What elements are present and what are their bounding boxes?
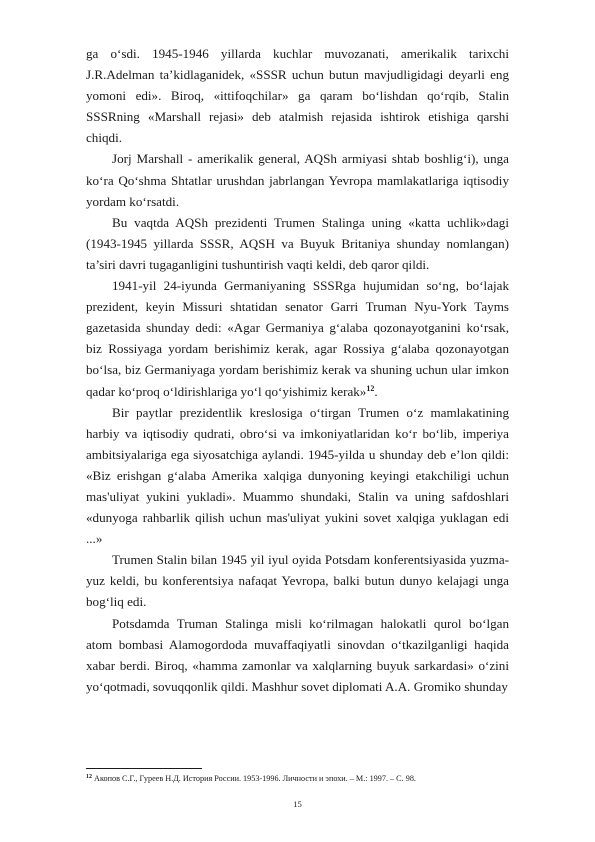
- paragraph-with-footnote: [86, 275, 509, 402]
- paragraph-end: .: [374, 383, 378, 399]
- footnote: [86, 773, 509, 784]
- page-body: [86, 43, 509, 697]
- paragraph: Bir paytlar prezidentlik kreslosiga o‘tirgan Trumen o‘z mamlakatining harbiy va iqtisodiy qudrati, obro‘si va imkoniyatlaridan ko‘r bo‘lib, imperiya ambitsiyalariga ega siyosatchiga aylandi. 1945-yilda u shunday deb e’lon qildi: «Biz erishgan g‘alaba Amerika xalqiga dunyoning keyingi etakchiligi uchun mas'uliyat yukini yukladi». Muammo shundaki, Stalin va uning safdoshlari «dunyoga rahbarlik qilish uchun mas'uliyat yukini sovet xalqiga yuklagan edi ...»: [86, 404, 509, 547]
- footnote-marker: 12: [86, 774, 92, 780]
- footnote-divider: [86, 768, 202, 769]
- footnote-reference[interactable]: 12: [366, 383, 375, 393]
- paragraph: Jorj Marshall - amerikalik general, AQSh armiyasi shtab boshlig‘i), unga ko‘ra Qo‘shma Shtatlar urushdan jabrlangan Yevropa mamlakatlariga iqtisodiy yordam ko‘rsatdi.: [86, 151, 509, 209]
- paragraph: ga o‘sdi. 1945-1946 yillarda kuchlar muvozanati, amerikalik tarixchi J.R.Adelman ta’kidlaganidek, «SSSR uchun butun mavjudligidagi deyarli eng yomoni edi». Biroq, «ittifoqchilar» ga qaram bo‘lishdan qo‘rqib, Stalin SSSRning «Marshall rejasi» deb atalmish rejasida ishtirok etishiga qarshi chiqdi.: [86, 46, 509, 146]
- paragraph: Bu vaqtda AQSh prezidenti Trumen Stalinga uning «katta uchlik»dagi (1943-1945 yillarda SSSR, AQSH va Buyuk Britaniya shunday nomlangan) ta’siri davri tugaganligini tushuntirish vaqti keldi, deb qaror qildi.: [86, 214, 509, 272]
- paragraph: Trumen Stalin bilan 1945 yil iyul oyida Potsdam konferentsiyasida yuzma-yuz keldi, bu konferentsiya nafaqat Yevropa, balki butun dunyo kelajagi unga bog‘liq edi.: [86, 552, 509, 610]
- footnote-text: Акопов С.Г., Гуреев Н.Д. История России. 1953-1996. Личности и эпохи. – М.: 1997. – С. 98.: [94, 774, 416, 783]
- paragraph: Potsdamda Truman Stalinga misli ko‘rilmagan halokatli qurol bo‘lgan atom bombasi Alamogordoda muvaffaqiyatli sinovdan o‘tkazilganligi haqida xabar berdi. Biroq, «hamma zamonlar va xalqlarning buyuk sarkardasi» o‘zini yo‘qotmadi, sovuqqonlik qildi. Mashhur sovet diplomati A.A. Gromiko shunday: [86, 615, 509, 694]
- page-number: 15: [293, 799, 302, 809]
- paragraph-text: 1941-yil 24-iyunda Germaniyaning SSSRga hujumidan so‘ng, bo‘lajak prezident, keyin Missuri shtatidan senator Garri Truman Nyu-York Tayms gazetasida shunday dedi: «Agar Germaniya g‘alaba qozonayotganini ko‘rsak, biz Rossiyaga yordam berishimiz kerak, agar Rossiya g‘alaba qozonayotgan bo‘lsa, biz Germaniyaga yordam berishimiz kerak va shuning uchun ular imkon qadar ko‘proq o‘ldirishlariga yo‘l qo‘yishimiz kerak»: [86, 278, 509, 399]
